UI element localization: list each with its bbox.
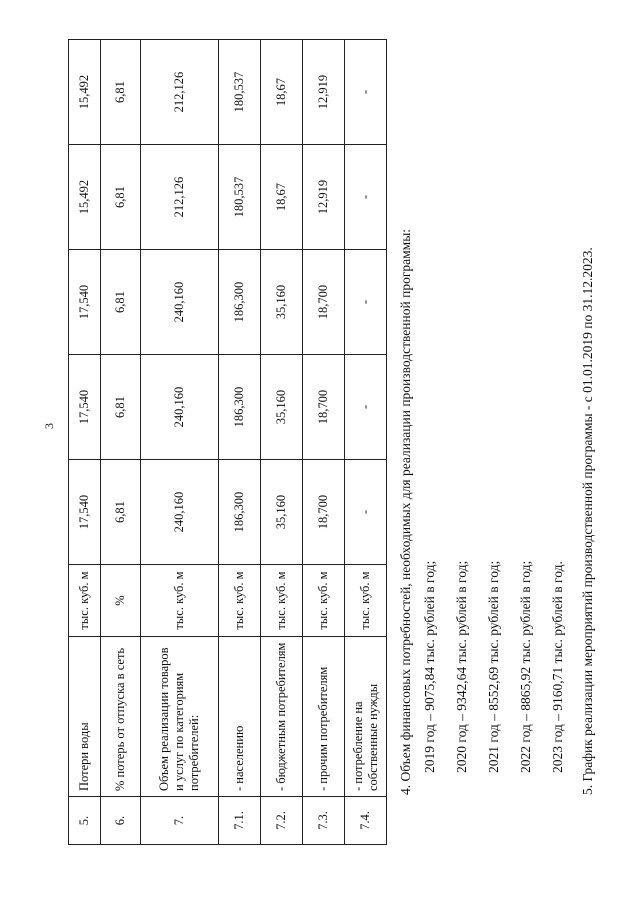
table-row: [101, 40, 141, 845]
row-number-cell: 7.1.: [219, 797, 261, 845]
row-number-cell: 5.: [69, 797, 101, 845]
table-row: [141, 40, 219, 845]
value-cell: 6,81: [101, 145, 141, 250]
value-cell: 35,160: [261, 460, 303, 565]
value-cell: 6,81: [101, 40, 141, 145]
indicator-name-cell: - потребление на собственные нужды: [345, 637, 387, 797]
value-cell: 17,540: [69, 355, 101, 460]
value-cell: 240,160: [141, 460, 219, 565]
indicator-name-cell: - прочим потребителям: [303, 637, 345, 797]
indicator-name-cell: Объем реализации товаров и услуг по категориям потребителей:: [141, 637, 219, 797]
financial-line-2022: 2022 год – 8865,92 тыс. рублей в год;: [518, 560, 534, 773]
unit-cell: тыс. куб. м: [261, 565, 303, 637]
table-row: [303, 40, 345, 845]
row-number-cell: 7.: [141, 797, 219, 845]
page-number: 3: [42, 423, 56, 429]
financial-line-2020: 2020 год – 9342,64 тыс. рублей в год;: [454, 560, 470, 773]
value-cell: 35,160: [261, 355, 303, 460]
value-cell: 186,300: [219, 250, 261, 355]
value-cell: 180,537: [219, 40, 261, 145]
indicator-name-cell: - бюджетным потребителям: [261, 637, 303, 797]
value-cell: -: [345, 40, 387, 145]
value-cell: 240,160: [141, 355, 219, 460]
value-cell: 180,537: [219, 145, 261, 250]
financial-line-2023: 2023 год – 9160,71 тыс. рублей в год.: [550, 561, 566, 773]
value-cell: 15,492: [69, 40, 101, 145]
value-cell: 35,160: [261, 250, 303, 355]
value-cell: -: [345, 145, 387, 250]
production-program-table: [68, 40, 387, 845]
unit-cell: тыс. куб. м: [219, 565, 261, 637]
value-cell: 17,540: [69, 250, 101, 355]
value-cell: 6,81: [101, 250, 141, 355]
financial-line-2019: 2019 год – 9075,84 тыс. рублей в год;: [422, 560, 438, 773]
row-number-cell: 6.: [101, 797, 141, 845]
section-5-heading: 5. График реализации мероприятий производственной программы - с 01.01.2019 по 31.12.2023.: [580, 247, 596, 795]
table-row: [69, 40, 101, 845]
value-cell: 212,126: [141, 40, 219, 145]
value-cell: 18,67: [261, 145, 303, 250]
table-row: [261, 40, 303, 845]
indicator-name-cell: Потери воды: [69, 637, 101, 797]
unit-cell: тыс. куб. м: [69, 565, 101, 637]
value-cell: 6,81: [101, 355, 141, 460]
value-cell: 15,492: [69, 145, 101, 250]
value-cell: 6,81: [101, 460, 141, 565]
value-cell: 18,700: [303, 355, 345, 460]
value-cell: -: [345, 355, 387, 460]
value-cell: 17,540: [69, 460, 101, 565]
unit-cell: %: [101, 565, 141, 637]
row-number-cell: 7.4.: [345, 797, 387, 845]
value-cell: 18,700: [303, 250, 345, 355]
indicator-name-cell: - населению: [219, 637, 261, 797]
value-cell: 186,300: [219, 355, 261, 460]
section-4-heading: 4. Объем финансовых потребностей, необходимых для реализации производственной программы:: [398, 228, 413, 795]
unit-cell: тыс. куб. м: [141, 565, 219, 637]
financial-line-2021: 2021 год – 8552,69 тыс. рублей в год;: [486, 560, 502, 773]
value-cell: 18,700: [303, 460, 345, 565]
value-cell: 12,919: [303, 40, 345, 145]
table-row: [219, 40, 261, 845]
value-cell: 212,126: [141, 145, 219, 250]
value-cell: 186,300: [219, 460, 261, 565]
row-number-cell: 7.3.: [303, 797, 345, 845]
indicator-name-cell: % потерь от отпуска в сеть: [101, 637, 141, 797]
value-cell: 240,160: [141, 250, 219, 355]
table-row: [345, 40, 387, 845]
financial-needs-section: [398, 35, 596, 795]
row-number-cell: 7.2.: [261, 797, 303, 845]
value-cell: 12,919: [303, 145, 345, 250]
unit-cell: тыс. куб. м: [303, 565, 345, 637]
unit-cell: тыс. куб. м: [345, 565, 387, 637]
value-cell: 18,67: [261, 40, 303, 145]
value-cell: -: [345, 250, 387, 355]
value-cell: -: [345, 460, 387, 565]
